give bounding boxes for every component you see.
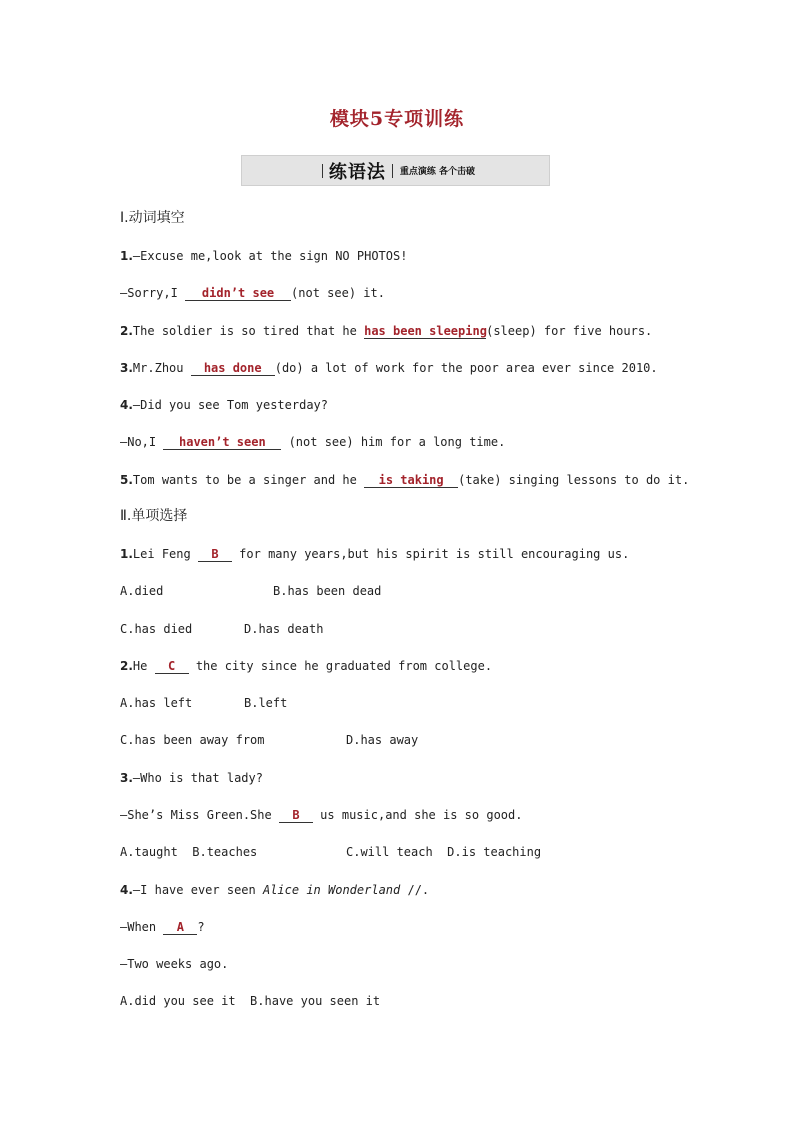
- question-number: 1.: [120, 249, 133, 263]
- question-text: (not see) him for a long time.: [281, 435, 506, 449]
- question-text: —She’s Miss Green.She: [120, 808, 279, 822]
- question-text: Tom wants to be a singer and he: [132, 473, 365, 487]
- question-number: 2.: [120, 324, 133, 338]
- verb-question-3: [120, 360, 658, 376]
- question-number: 3.: [120, 771, 133, 785]
- choice-options-2c: [120, 732, 265, 748]
- answer-blank: C: [155, 659, 189, 674]
- question-number: 2.: [120, 659, 133, 673]
- option-b: B.has been dead: [273, 584, 382, 598]
- answer-blank: B: [198, 547, 232, 562]
- verb-question-4b: [120, 434, 505, 450]
- choice-options-1a: [120, 583, 163, 599]
- choice-options-3cd: [346, 844, 541, 860]
- verb-question-1a: [120, 248, 407, 264]
- section-heading-multiple-choice: Ⅱ.单项选择: [120, 508, 188, 524]
- question-text: —Did you see Tom yesterday?: [132, 398, 328, 412]
- banner-divider-right: [392, 164, 393, 178]
- page-title: 模块5专项训练: [329, 108, 465, 130]
- choice-options-1d: [244, 621, 323, 637]
- option-c: C.has been away from: [120, 733, 265, 747]
- choice-options-2a: [120, 695, 192, 711]
- answer-blank: B: [279, 808, 313, 823]
- choice-options-4ab: [120, 993, 380, 1009]
- question-text: Mr.Zhou: [132, 361, 191, 375]
- section-heading-verb-fill: Ⅰ.动词填空: [120, 210, 185, 226]
- choice-question-4b: [120, 919, 205, 935]
- verb-question-5: [120, 472, 689, 488]
- question-text: ?: [197, 920, 205, 934]
- answer-blank: A: [163, 920, 197, 935]
- banner-subtitle: 重点演练 各个击破: [399, 167, 476, 177]
- verb-question-4a: [120, 397, 328, 413]
- verb-question-2: [120, 323, 652, 339]
- question-text: —Sorry,I: [120, 286, 186, 300]
- answer-blank: is taking: [364, 473, 458, 488]
- answer-blank: haven’t seen: [163, 435, 281, 450]
- choice-question-4a: [120, 882, 429, 898]
- question-number: 5.: [120, 473, 133, 487]
- question-text: —Excuse me,look at the sign NO PHOTOS!: [132, 249, 408, 263]
- banner-divider-left: [322, 164, 323, 178]
- question-number: 4.: [120, 883, 133, 897]
- options-a-b: A.did you see it B.have you seen it: [120, 994, 381, 1008]
- question-text: —When: [120, 920, 164, 934]
- answer-blank: has been sleeping: [364, 324, 487, 338]
- question-text: (sleep) for five hours.: [486, 324, 653, 338]
- choice-options-1c: [120, 621, 192, 637]
- choice-options-2b: [244, 695, 287, 711]
- question-text: —No,I: [120, 435, 164, 449]
- option-d: D.has death: [244, 622, 324, 636]
- book-title: Alice in Wonderland: [262, 883, 401, 897]
- question-number: 1.: [120, 547, 133, 561]
- question-text: (take) singing lessons to do it.: [458, 473, 690, 487]
- option-d: D.has away: [346, 733, 419, 747]
- question-text: for many years,but his spirit is still encouraging us.: [231, 547, 630, 561]
- question-text: —Who is that lady?: [132, 771, 263, 785]
- choice-options-2d: [346, 732, 418, 748]
- question-text: —Two weeks ago.: [120, 957, 229, 971]
- question-text: //.: [400, 883, 430, 897]
- question-text: Lei Feng: [132, 547, 198, 561]
- options-a-b: A.taught B.teaches: [120, 845, 258, 859]
- option-c: C.has died: [120, 622, 193, 636]
- question-text: the city since he graduated from college.: [188, 659, 493, 673]
- choice-question-4c: [120, 956, 228, 972]
- choice-question-3b: [120, 807, 522, 823]
- question-number: 4.: [120, 398, 133, 412]
- question-text: The soldier is so tired that he: [132, 324, 365, 338]
- choice-options-3ab: [120, 844, 257, 860]
- answer-blank: has done: [191, 361, 275, 376]
- option-b: B.left: [244, 696, 288, 710]
- question-text: He: [132, 659, 155, 673]
- answer-blank: didn’t see: [185, 286, 291, 301]
- verb-question-1b: [120, 285, 385, 301]
- question-text: us music,and she is so good.: [312, 808, 523, 822]
- option-a: A.died: [120, 584, 164, 598]
- question-text: —I have ever seen: [132, 883, 263, 897]
- choice-options-1b: [273, 583, 381, 599]
- option-a: A.has left: [120, 696, 193, 710]
- question-text: (not see) it.: [291, 286, 385, 300]
- question-text: (do) a lot of work for the poor area ever since 2010.: [274, 361, 658, 375]
- choice-question-3a: [120, 770, 263, 786]
- banner-title: 练语法: [328, 161, 386, 183]
- section-banner: [241, 155, 550, 186]
- question-number: 3.: [120, 361, 133, 375]
- choice-question-2: [120, 658, 492, 674]
- options-c-d: C.will teach D.is teaching: [346, 845, 542, 859]
- choice-question-1: [120, 546, 629, 562]
